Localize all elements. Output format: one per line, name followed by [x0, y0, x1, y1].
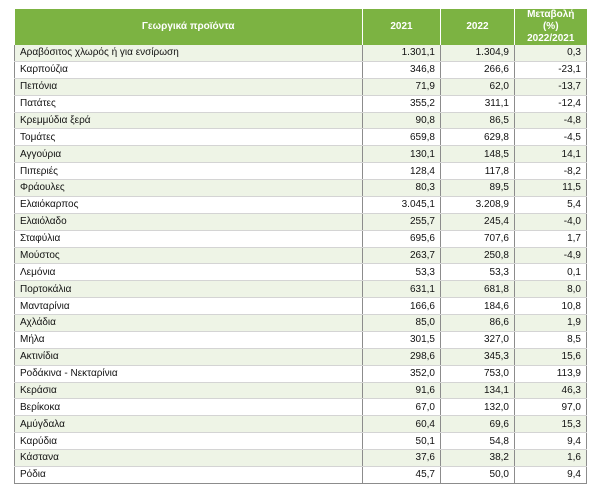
value-2022-cell: 54,8 — [441, 433, 515, 450]
product-name-cell: Ροδάκινα - Νεκταρίνια — [15, 365, 363, 382]
change-percent-cell: 0,3 — [515, 45, 587, 61]
table-row — [15, 264, 587, 281]
table-row — [15, 365, 587, 382]
table-row — [15, 230, 587, 247]
change-percent-cell: 5,4 — [515, 196, 587, 213]
product-name-cell: Σταφύλια — [15, 230, 363, 247]
product-name-cell: Ακτινίδια — [15, 348, 363, 365]
product-name-cell: Πορτοκάλια — [15, 281, 363, 298]
value-2021-cell: 80,3 — [363, 180, 441, 197]
change-percent-cell: 1,9 — [515, 315, 587, 332]
value-2021-cell: 128,4 — [363, 163, 441, 180]
product-name-cell: Μούστος — [15, 247, 363, 264]
product-name-cell: Αγγούρια — [15, 146, 363, 163]
table-row — [15, 146, 587, 163]
value-2022-cell: 86,5 — [441, 112, 515, 129]
value-2021-cell: 90,8 — [363, 112, 441, 129]
product-name-cell: Αραβόσιτος χλωρός ή για ενσίρωση — [15, 45, 363, 61]
agricultural-products-table — [14, 9, 587, 484]
change-percent-cell: -4,0 — [515, 213, 587, 230]
value-2022-cell: 50,0 — [441, 466, 515, 483]
change-percent-cell: 11,5 — [515, 180, 587, 197]
value-2021-cell: 352,0 — [363, 365, 441, 382]
value-2022-cell: 132,0 — [441, 399, 515, 416]
change-percent-cell: 97,0 — [515, 399, 587, 416]
value-2021-cell: 71,9 — [363, 78, 441, 95]
value-2022-cell: 89,5 — [441, 180, 515, 197]
table-header — [15, 9, 587, 45]
table-row — [15, 112, 587, 129]
value-2022-cell: 311,1 — [441, 95, 515, 112]
change-percent-cell: 10,8 — [515, 298, 587, 315]
table-row — [15, 213, 587, 230]
value-2022-cell: 69,6 — [441, 416, 515, 433]
change-percent-cell: -8,2 — [515, 163, 587, 180]
table-row — [15, 315, 587, 332]
change-percent-cell: 8,5 — [515, 331, 587, 348]
product-name-cell: Ρόδια — [15, 466, 363, 483]
change-percent-cell: 15,3 — [515, 416, 587, 433]
product-name-cell: Αμύγδαλα — [15, 416, 363, 433]
value-2021-cell: 130,1 — [363, 146, 441, 163]
value-2022-cell: 86,6 — [441, 315, 515, 332]
product-name-cell: Ελαιόλαδο — [15, 213, 363, 230]
value-2022-cell: 3.208,9 — [441, 196, 515, 213]
table-row — [15, 331, 587, 348]
value-2022-cell: 148,5 — [441, 146, 515, 163]
header-change-title: Μεταβολή (%) — [527, 9, 575, 32]
value-2021-cell: 85,0 — [363, 315, 441, 332]
value-2022-cell: 1.304,9 — [441, 45, 515, 61]
header-change — [515, 9, 587, 45]
change-percent-cell: 113,9 — [515, 365, 587, 382]
value-2022-cell: 753,0 — [441, 365, 515, 382]
value-2022-cell: 38,2 — [441, 450, 515, 467]
header-change-period: 2022/2021 — [527, 33, 575, 44]
value-2022-cell: 245,4 — [441, 213, 515, 230]
table-body — [15, 45, 587, 483]
product-name-cell: Πατάτες — [15, 95, 363, 112]
table-row — [15, 298, 587, 315]
value-2021-cell: 53,3 — [363, 264, 441, 281]
value-2021-cell: 631,1 — [363, 281, 441, 298]
change-percent-cell: 0,1 — [515, 264, 587, 281]
value-2021-cell: 37,6 — [363, 450, 441, 467]
value-2021-cell: 301,5 — [363, 331, 441, 348]
value-2022-cell: 266,6 — [441, 61, 515, 78]
change-percent-cell: -13,7 — [515, 78, 587, 95]
value-2021-cell: 255,7 — [363, 213, 441, 230]
value-2021-cell: 91,6 — [363, 382, 441, 399]
table-row — [15, 466, 587, 483]
value-2022-cell: 629,8 — [441, 129, 515, 146]
change-percent-cell: -23,1 — [515, 61, 587, 78]
value-2021-cell: 50,1 — [363, 433, 441, 450]
product-name-cell: Καρπούζια — [15, 61, 363, 78]
value-2021-cell: 67,0 — [363, 399, 441, 416]
change-percent-cell: -4,8 — [515, 112, 587, 129]
change-percent-cell: 1,6 — [515, 450, 587, 467]
table-row — [15, 281, 587, 298]
product-name-cell: Τομάτες — [15, 129, 363, 146]
value-2022-cell: 53,3 — [441, 264, 515, 281]
change-percent-cell: 8,0 — [515, 281, 587, 298]
product-name-cell: Μήλα — [15, 331, 363, 348]
value-2021-cell: 355,2 — [363, 95, 441, 112]
product-name-cell: Λεμόνια — [15, 264, 363, 281]
value-2021-cell: 60,4 — [363, 416, 441, 433]
product-name-cell: Κάστανα — [15, 450, 363, 467]
value-2021-cell: 695,6 — [363, 230, 441, 247]
change-percent-cell: 46,3 — [515, 382, 587, 399]
table-row — [15, 180, 587, 197]
product-name-cell: Καρύδια — [15, 433, 363, 450]
table-row — [15, 163, 587, 180]
value-2021-cell: 263,7 — [363, 247, 441, 264]
value-2021-cell: 1.301,1 — [363, 45, 441, 61]
change-percent-cell: 14,1 — [515, 146, 587, 163]
table-row — [15, 95, 587, 112]
table-row — [15, 416, 587, 433]
table-row — [15, 382, 587, 399]
table-row — [15, 196, 587, 213]
value-2021-cell: 45,7 — [363, 466, 441, 483]
product-name-cell: Πιπεριές — [15, 163, 363, 180]
value-2021-cell: 659,8 — [363, 129, 441, 146]
header-year-2021: 2021 — [363, 9, 441, 45]
value-2021-cell: 3.045,1 — [363, 196, 441, 213]
value-2022-cell: 250,8 — [441, 247, 515, 264]
product-name-cell: Ελαιόκαρπος — [15, 196, 363, 213]
value-2022-cell: 184,6 — [441, 298, 515, 315]
value-2022-cell: 707,6 — [441, 230, 515, 247]
value-2022-cell: 134,1 — [441, 382, 515, 399]
product-name-cell: Φράουλες — [15, 180, 363, 197]
change-percent-cell: 1,7 — [515, 230, 587, 247]
change-percent-cell: -12,4 — [515, 95, 587, 112]
value-2021-cell: 298,6 — [363, 348, 441, 365]
table-row — [15, 399, 587, 416]
header-products: Γεωργικά προϊόντα — [15, 9, 363, 45]
change-percent-cell: 9,4 — [515, 433, 587, 450]
value-2022-cell: 62,0 — [441, 78, 515, 95]
table-row — [15, 450, 587, 467]
value-2022-cell: 327,0 — [441, 331, 515, 348]
product-name-cell: Βερίκοκα — [15, 399, 363, 416]
value-2022-cell: 681,8 — [441, 281, 515, 298]
change-percent-cell: -4,9 — [515, 247, 587, 264]
table-row — [15, 45, 587, 61]
header-year-2022: 2022 — [441, 9, 515, 45]
table-row — [15, 348, 587, 365]
product-name-cell: Πεπόνια — [15, 78, 363, 95]
product-name-cell: Αχλάδια — [15, 315, 363, 332]
header-row — [15, 9, 587, 45]
change-percent-cell: 9,4 — [515, 466, 587, 483]
table-row — [15, 61, 587, 78]
change-percent-cell: -4,5 — [515, 129, 587, 146]
value-2021-cell: 166,6 — [363, 298, 441, 315]
table-row — [15, 433, 587, 450]
product-name-cell: Κρεμμύδια ξερά — [15, 112, 363, 129]
table-row — [15, 78, 587, 95]
product-name-cell: Κεράσια — [15, 382, 363, 399]
value-2022-cell: 345,3 — [441, 348, 515, 365]
table-row — [15, 247, 587, 264]
product-name-cell: Μανταρίνια — [15, 298, 363, 315]
value-2021-cell: 346,8 — [363, 61, 441, 78]
data-table-container — [14, 9, 586, 484]
value-2022-cell: 117,8 — [441, 163, 515, 180]
change-percent-cell: 15,6 — [515, 348, 587, 365]
table-row — [15, 129, 587, 146]
